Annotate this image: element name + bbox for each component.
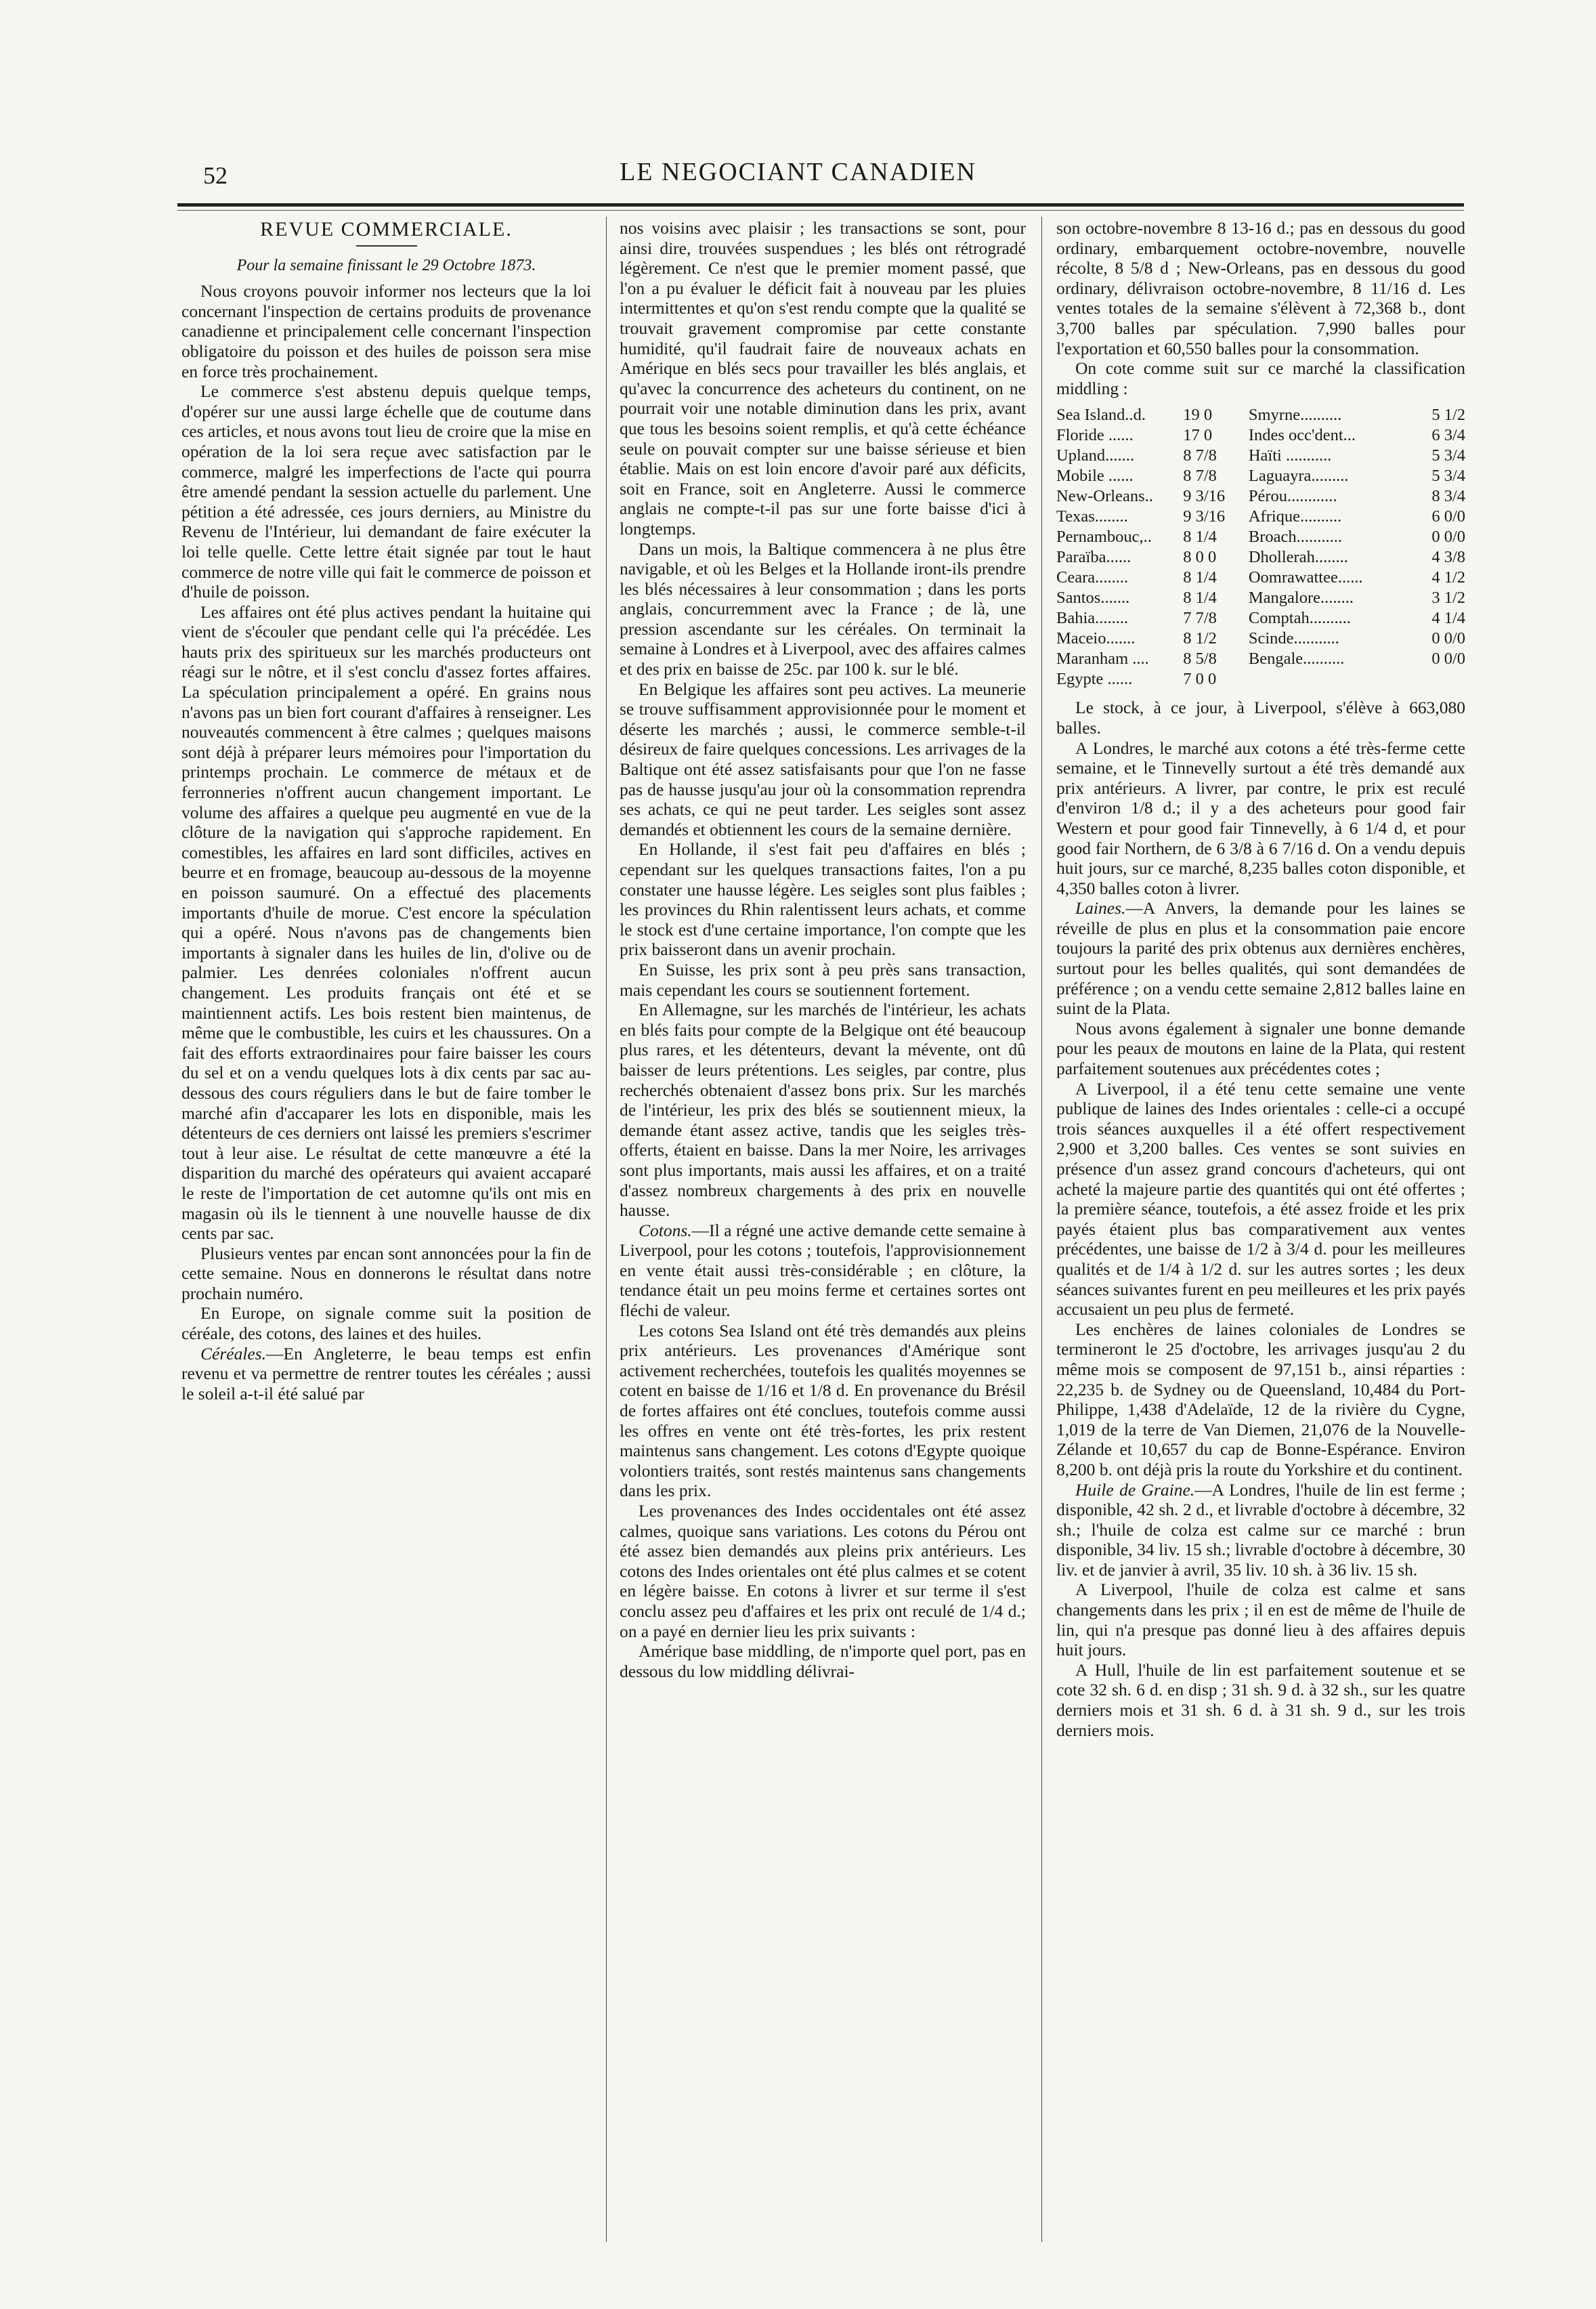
paragraph: Nous avons également à signaler une bonne demande pour les peaux de moutons en laine de la Plata, qui restent parfaitement soutenues aux précédentes cotes ;	[1056, 1018, 1465, 1079]
price-cell-price2	[1400, 669, 1465, 690]
price-row	[1056, 547, 1465, 568]
price-cell-price: 8 1/4	[1183, 589, 1217, 608]
section-lead: Céréales.	[200, 1343, 267, 1363]
price-row	[1056, 568, 1465, 588]
price-row	[1056, 629, 1465, 649]
paragraph: En Europe, on signale comme suit la position de céréale, des cotons, des laines et des huiles.	[181, 1303, 591, 1344]
price-cell-origin2: Pérou............	[1248, 487, 1337, 506]
paragraph: Plusieurs ventes par encan sont annoncées pour la fin de cette semaine. Nous en donnerons le résultat dans notre prochain numéro.	[181, 1243, 591, 1303]
price-cell-origin2: Dhollerah........	[1248, 548, 1348, 567]
price-cell-origin2: Scinde...........	[1248, 629, 1339, 648]
paragraph: Le stock, à ce jour, à Liverpool, s'élève à 663,080 balles.	[1056, 698, 1465, 738]
price-row	[1056, 405, 1465, 425]
running-title: LE NEGOCIANT CANADIEN	[620, 158, 976, 186]
price-cell-origin2: Afrique..........	[1248, 507, 1342, 526]
section-text: —A Anvers, la demande pour les laines se réveille de plus en plus et la consommation paie encore toujours la parité des prix obtenus aux dernières enchères, surtout pour les belles qualités, qui sont demandées de préférence ; on a vendu cette semaine 2,812 balles laine en suint de la Plata.	[1056, 898, 1465, 1019]
paragraph-cotons	[620, 1221, 1026, 1321]
column-1	[181, 218, 591, 2243]
price-cell-origin2: Indes occ'dent...	[1248, 426, 1356, 445]
price-cell-origin: Texas........	[1056, 507, 1128, 526]
paragraph: A Liverpool, l'huile de colza est calme et sans changements dans les prix ; il en est de même de l'huile de lin, qui n'a presque pas donné lieu à des affaires depuis huit jours.	[1056, 1580, 1465, 1660]
price-cell-price2: 5 3/4	[1431, 467, 1465, 486]
week-line: Pour la semaine finissant le 29 Octobre 1873.	[236, 256, 536, 274]
paragraph: On cote comme suit sur ce marché la classification middling :	[1056, 358, 1465, 398]
paragraph: En Belgique les affaires sont peu actives. La meunerie se trouve suffisamment approvisionnée pour le moment et déserte les marchés ; aussi, le commerce semble-t-il désireux de faire quelques concessions. Les arrivages de la Baltique ont été assez satisfaisants pour que l'on ne fasse pas de hausse jusqu'au jour où la consommation reprendra ses achats, ce qui ne peut tarder. Les seigles sont assez demandés et obtiennent les cours de la semaine dernière.	[620, 679, 1026, 839]
price-cell-origin: Bahia........	[1056, 609, 1129, 628]
price-cell-origin2: Laguayra.........	[1248, 467, 1349, 486]
price-cell-origin2: Bengale..........	[1248, 650, 1345, 669]
price-cell-origin2: Comptah..........	[1248, 609, 1351, 628]
paragraph: Amérique base middling, de n'importe quel port, pas en dessous du low middling délivrai-	[620, 1641, 1026, 1681]
section-lead: Laines.	[1075, 898, 1126, 918]
paragraph: son octobre-novembre 8 13-16 d.; pas en dessous du good ordinary, embarquement octobre-novembre, nouvelle récolte, 8 5/8 d ; New-Orleans, pas en dessous du good ordinary, délivraison octobre-novembre, 8 11/16 d. Les ventes totales de la semaine s'élèvent à 72,368 b., dont 3,700 balles par spéculation. 7,990 balles pour l'exportation et 60,550 balles pour la consommation.	[1056, 218, 1465, 358]
section-lead: Huile de Graine.	[1075, 1479, 1195, 1500]
paragraph: A Hull, l'huile de lin est parfaitement soutenue et se cote 32 sh. 6 d. en disp ; 31 sh. 9 d. à 32 sh., sur les quatre derniers mois et 31 sh. 6 d. à 31 sh. 9 d., sur les trois derniers mois.	[1056, 1659, 1465, 1740]
price-cell-price: 8 7/8	[1183, 446, 1217, 465]
price-cell-price: 9 3/16	[1183, 487, 1226, 506]
paragraph-laines	[1056, 898, 1465, 1019]
price-table	[1056, 405, 1465, 690]
price-row	[1056, 446, 1465, 466]
column-3	[1056, 218, 1465, 2243]
price-cell-price2: 0 0/0	[1431, 629, 1465, 648]
price-cell-price2: 0 0/0	[1431, 528, 1465, 547]
header-rule-thin	[177, 210, 1464, 211]
paragraph: En Suisse, les prix sont à peu près sans transaction, mais cependant les cours se soutiennent fortement.	[620, 959, 1026, 1000]
price-cell-price: 8 1/4	[1183, 568, 1217, 587]
section-text: —Il a régné une active demande cette semaine à Liverpool, pour les cotons ; toutefois, l'approvisionnement en vente était aussi très-considérable ; en clôture, la tendance était un peu moins ferme et certaines sortes ont fléchi de valeur.	[620, 1220, 1026, 1321]
price-row	[1056, 649, 1465, 669]
price-cell-origin: Floride ......	[1056, 426, 1134, 445]
price-cell-origin2	[1249, 669, 1400, 690]
price-cell-price: 7 0 0	[1183, 670, 1217, 689]
price-row	[1056, 507, 1465, 527]
price-cell-origin2: Mangalore........	[1248, 589, 1354, 608]
paragraph: nos voisins avec plaisir ; les transactions se sont, pour ainsi dire, trouvées suspendues ; les blés ont rétrogradé légèrement. Ce n'est que le premier moment passé, que l'on a pu évaluer le déficit fait à nouveau par les pluies intermittentes et qu'on s'est rendu compte que la qualité se trouvait gravement compromise par cette constante humidité, qu'il faudrait faire de nouveaux achats en Amérique en blés secs pour travailler les blés anglais, et qu'avec la concurrence des acheteurs du continent, on ne pourrait voir une notable diminution dans les prix, avant que tous les besoins soient remplis, et qu'à cette échéance seule on pouvait compter sur une baisse sérieuse et bien établie. Mais on est loin encore d'avoir paré aux déficits, soit en France, soit en Angleterre. Aussi le commerce anglais ne compte-t-il pas sur une forte baisse d'ici à longtemps.	[620, 218, 1026, 538]
price-cell-origin: Upland.......	[1056, 446, 1134, 465]
price-cell-price: 17 0	[1183, 426, 1213, 445]
price-cell-price2: 6 0/0	[1431, 507, 1465, 526]
price-row	[1056, 486, 1465, 507]
paragraph: Les cotons Sea Island ont été très demandés aux pleins prix antérieurs. Les provenances d'Amérique sont activement recherchées, toutefois les qualités moyennes se cotent en baisse de 1/16 et 1/8 d. En provenance du Brésil de fortes affaires ont été conclues, toutefois comme aussi les offres en vente ont été très-fortes, les prix restent maintenus sans changement. Les cotons d'Egypte quoique volontiers traités, sont restés maintenus sans changements dans les prix.	[620, 1320, 1026, 1501]
price-cell-origin: Paraïba......	[1056, 548, 1131, 567]
price-cell-origin: Santos.......	[1056, 589, 1130, 608]
price-cell-price2: 6 3/4	[1431, 426, 1465, 445]
paragraph-cereales	[181, 1344, 591, 1404]
price-cell-price: 8 0 0	[1183, 548, 1217, 567]
page-number: 52	[203, 162, 228, 189]
price-cell-origin: New-Orleans..	[1056, 487, 1153, 506]
price-cell-origin: Egypte ......	[1056, 670, 1133, 689]
price-cell-price2: 4 3/8	[1431, 548, 1465, 567]
price-row	[1056, 425, 1465, 446]
paragraph: Le commerce s'est abstenu depuis quelque temps, d'opérer sur une aussi large échelle que de coutume dans ces articles, et nous avons tout lieu de croire que la mise en opération de la loi sera reçue avec satisfaction par le commerce, malgré les imperfections de l'acte qui pourra être amendé pendant la session actuelle du parlement. Une pétition a été adressée, ces jours derniers, au Ministre du Revenu de l'Intérieur, lui demandant de faire exécuter la loi telle quelle. Cette lettre était signée par tout le haut commerce de notre ville qui fait le commerce de poisson et d'huile de poisson.	[181, 381, 591, 602]
price-cell-origin2: Smyrne..........	[1248, 406, 1342, 425]
price-cell-origin: Maranham ....	[1056, 650, 1149, 669]
price-cell-origin2: Oomrawattee......	[1248, 568, 1363, 587]
price-row	[1056, 588, 1465, 608]
price-row	[1056, 527, 1465, 547]
price-cell-price: 8 1/4	[1183, 528, 1217, 547]
price-row	[1056, 466, 1465, 486]
price-cell-origin2: Haïti ...........	[1248, 446, 1332, 465]
paragraph: Dans un mois, la Baltique commencera à ne plus être navigable, et où les Belges et la Hollande iront-ils prendre les blés nécessaires à leur consommation ; dans les ports anglais, concurremment avec la France ; de là, une pression ascendante sur les céréales. On terminait la semaine à Londres et à Liverpool, avec des affaires calmes et des prix en baisse de 25c. par 100 k. sur le blé.	[620, 538, 1026, 679]
price-cell-price2: 4 1/2	[1431, 568, 1465, 587]
section-text: —En Angleterre, le beau temps est enfin revenu et va permettre de rentrer toutes les céréales ; aussi le soleil a-t-il été salué par	[181, 1343, 591, 1403]
paragraph: En Hollande, il s'est fait peu d'affaires en blés ; cependant sur les quelques transactions faites, l'on a pu constater une hausse légère. Les seigles sont plus faibles ; les provinces du Rhin ralentissent leurs achats, et comme le stock est d'une certaine importance, l'on compte que les prix baisseront dans un avenir prochain.	[620, 839, 1026, 960]
price-cell-price: 7 7/8	[1183, 609, 1217, 628]
paragraph: Les provenances des Indes occidentales ont été assez calmes, quoique sans variations. Les cotons du Pérou ont été assez bien demandés aux pleins prix antérieurs. Les cotons des Indes orientales ont été plus calmes et se cotent en légère baisse. En cotons à livrer et sur terme il s'est conclu assez peu d'affaires et les prix ont reculé de 1/4 d.; on a payé en dernier lieu les prix suivants :	[620, 1501, 1026, 1641]
paragraph: En Allemagne, sur les marchés de l'intérieur, les achats en blés faits pour compte de la Belgique ont été beaucoup plus rares, et les détenteurs, devant la mévente, ont dû baisser de leurs prétentions. Les seigles, par contre, plus recherchés obtenaient d'assez bons prix. Sur les marchés de l'intérieur, les prix des blés se soutiennent mieux, la demande étant assez active, tandis que les seigles très-offerts, étaient en baisse. Dans la mer Noire, les arrivages sont plus importants, mais aussi les affaires, et on a traité d'assez nombreux chargements à des prix en nouvelle hausse.	[620, 1000, 1026, 1221]
price-cell-origin: Mobile ......	[1056, 467, 1134, 486]
price-cell-price2: 4 1/4	[1431, 609, 1465, 628]
price-cell-origin: Maceio.......	[1056, 629, 1136, 648]
paragraph: Nous croyons pouvoir informer nos lecteurs que la loi concernant l'inspection de certains produits de provenance canadienne et principalement celle concernant l'inspection obligatoire du poisson et des huiles de poisson sera mise en force très prochainement.	[181, 281, 591, 381]
paragraph: A Londres, le marché aux cotons a été très-ferme cette semaine, et le Tinnevelly surtout a été très demandé aux prix antérieurs. A livrer, par contre, le prix est reculé d'environ 1/8 d.; il y a des acheteurs pour good fair Western et pour good fair Tinnevelly, à 6 1/4 d, et pour good fair Northern, de 6 3/8 à 6 7/16 d. On a vendu depuis huit jours, sur ce marché, 8,235 balles coton disponible, et 4,350 balles coton à livrer.	[1056, 738, 1465, 898]
price-cell-price: 9 3/16	[1183, 507, 1226, 526]
article-title: REVUE COMMERCIALE.	[260, 218, 513, 240]
column-rule	[606, 217, 607, 2242]
price-row	[1056, 608, 1465, 629]
price-cell-price: 19 0	[1183, 406, 1213, 425]
column-rule	[1041, 217, 1042, 2242]
paragraph-huile	[1056, 1480, 1465, 1580]
section-text: —A Londres, l'huile de lin est ferme ; disponible, 42 sh. 2 d., et livrable d'octobre à décembre, 32 sh.; l'huile de colza est calme sur ce marché : brun disponible, 34 liv. 15 sh.; livrable d'octobre à décembre, 30 liv. et de janvier à avril, 35 liv. 10 sh. à 36 liv. 15 sh.	[1056, 1479, 1465, 1580]
column-2	[620, 218, 1026, 2243]
section-lead: Cotons.	[639, 1220, 692, 1240]
price-cell-price2: 3 1/2	[1431, 589, 1465, 608]
price-cell-price2: 0 0/0	[1431, 650, 1465, 669]
price-cell-origin: Ceara........	[1056, 568, 1129, 587]
price-cell-price: 8 7/8	[1183, 467, 1217, 486]
price-cell-origin: Pernambouc,..	[1056, 528, 1152, 547]
price-cell-price2: 5 1/2	[1431, 406, 1465, 425]
paragraph: A Liverpool, il a été tenu cette semaine une vente publique de laines des Indes orientales : celle-ci a occupé trois séances auxquelles il a été offert respectivement 2,900 et 3,200 balles. Ces ventes se sont suivies en présence d'un assez grand concours d'acheteurs, qui ont acheté la majeure partie des quantités qui ont été offertes ; la première séance, toutefois, a été assez froide et les prix payés étaient plus bas comparativement aux ventes précédentes, une baisse de 1/2 à 3/4 d. pour les meilleures qualités et de 1/4 à 1/2 d. sur les autres sortes ; les deux séances suivantes furent en peu meilleures et les prix payés accusaient un peu plus de fermeté.	[1056, 1078, 1465, 1319]
paragraph: Les affaires ont été plus actives pendant la huitaine qui vient de s'écouler que pendant celle qui l'a précédée. Les hauts prix des spiritueux sur les marchés producteurs ont réagi sur le nôtre, et il s'est conclu d'assez fortes affaires. La spéculation principalement a opéré. En grains nous n'avons pas un bien fort courant d'affaires à renseigner. Les nouveautés commencent à être calmes ; quelques maisons sont déjà à préparer leurs mémoires pour l'importation du printemps prochain. Le commerce de métaux et de ferronneries n'offrent aucun changement important. Le volume des affaires a quelque peu augmenté en vue de la clôture de la navigation qui s'approche rapidement. En comestibles, les affaires en lard sont difficiles, actives en beurre et en fromage, beaucoup au-dessous de la moyenne en poisson saumuré. On a effectué des placements importants d'huile de morue. C'est encore la spéculation qui a opéré. Nous n'avons pas de changements bien importants à signaler dans les huiles de lin, d'olive ou de palmier. Les denrées coloniales n'offrent aucun changement. Les produits français ont été et se maintiennent actifs. Les bois restent bien maintenus, de même que le combustible, les cuirs et les chaussures. On a fait des efforts extraordinaires pour faire baisser les cours du sel et on a vendu quelques lots à dix cents par sac au-dessous des cours réguliers dans le but de faire tomber le marché afin d'accaparer les lots en disponible, mais les détenteurs de ces derniers ont laissé les premiers s'escrimer tout à leur aise. Le résultat de cette manœuvre a été la disparition du marché des opérateurs qui avaient accaparé le reste de l'importation de cet automne qu'ils ont mis en magasin où ils le tiennent à une nouvelle hausse de dix cents par sac.	[181, 601, 591, 1244]
price-cell-price2: 5 3/4	[1431, 446, 1465, 465]
price-cell-price: 8 5/8	[1183, 650, 1217, 669]
price-cell-origin: Sea Island..d.	[1056, 406, 1146, 425]
price-cell-origin2: Broach...........	[1248, 528, 1342, 547]
price-row	[1056, 669, 1465, 690]
header-rule	[177, 203, 1464, 207]
paragraph: Les enchères de laines coloniales de Londres se termineront le 25 d'octobre, les arrivages jusqu'au 2 du même mois se composent de 97,151 b., ainsi réparties : 22,235 b. de Sydney ou de Queensland, 10,484 du Port-Philippe, 1,438 d'Adelaïde, 12 de la rivière du Cygne, 1,019 de la terre de Van Diemen, 21,076 de la Nouvelle-Zélande et 10,657 du cap de Bonne-Espérance. Environ 8,200 b. ont déjà pris la route du Yorkshire et du continent.	[1056, 1319, 1465, 1479]
price-cell-price2: 8 3/4	[1431, 487, 1465, 506]
title-rule	[356, 245, 417, 247]
price-cell-price: 8 1/2	[1183, 629, 1217, 648]
